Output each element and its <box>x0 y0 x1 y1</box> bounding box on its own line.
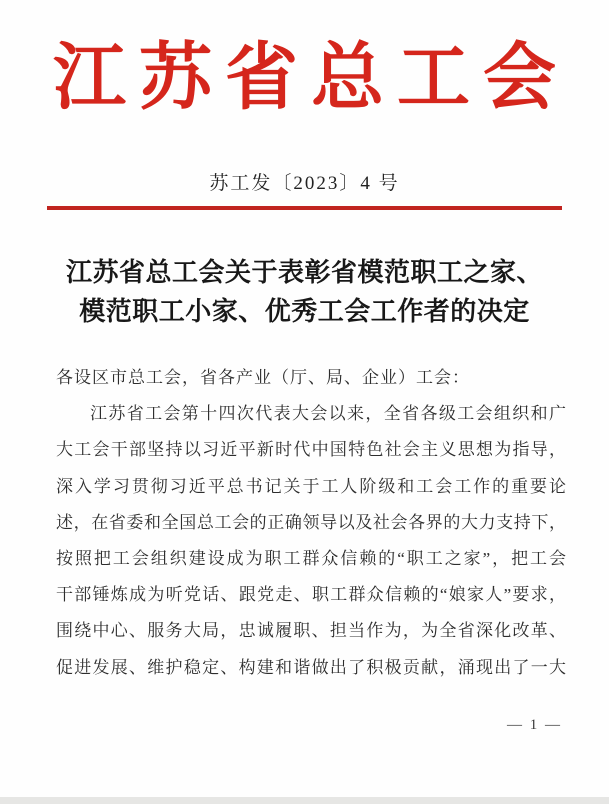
body-line: 按照把工会组织建设成为职工群众信赖的“职工之家”，把工会 <box>56 548 566 568</box>
body-line: 深入学习贯彻习近平总书记关于工人阶级和工会工作的重要论 <box>56 476 566 496</box>
document-title-line-1: 江苏省总工会关于表彰省模范职工之家、 <box>65 258 543 287</box>
red-divider-line <box>47 206 562 210</box>
body-line: 述，在省委和全国总工会的正确领导以及社会各界的大力支持下， <box>56 512 566 532</box>
document-title-line-2: 模范职工小家、优秀工会工作者的决定 <box>79 297 530 326</box>
document-number: 苏工发〔2023〕4 号 <box>209 173 400 194</box>
letterhead-title: 江苏省总工会 <box>53 37 569 118</box>
body-line: 大工会干部坚持以习近平新时代中国特色社会主义思想为指导， <box>56 440 566 460</box>
bottom-edge-strip <box>0 797 609 804</box>
body-line: 干部锤炼成为听党话、跟党走、职工群众信赖的“娘家人”要求， <box>56 585 566 605</box>
salutation-line: 各设区市总工会，省各产业（厅、局、企业）工会： <box>56 368 470 387</box>
body-line: 促进发展、维护稳定、构建和谐做出了积极贡献，涌现出了一大 <box>56 657 566 677</box>
body-line: 江苏省工会第十四次代表大会以来，全省各级工会组织和广 <box>90 404 566 424</box>
document-title <box>0 253 609 331</box>
body-line: 围绕中心、服务大局，忠诚履职、担当作为，为全省深化改革、 <box>56 621 566 641</box>
document-body <box>56 360 566 686</box>
page-number: — 1 — <box>507 717 562 733</box>
